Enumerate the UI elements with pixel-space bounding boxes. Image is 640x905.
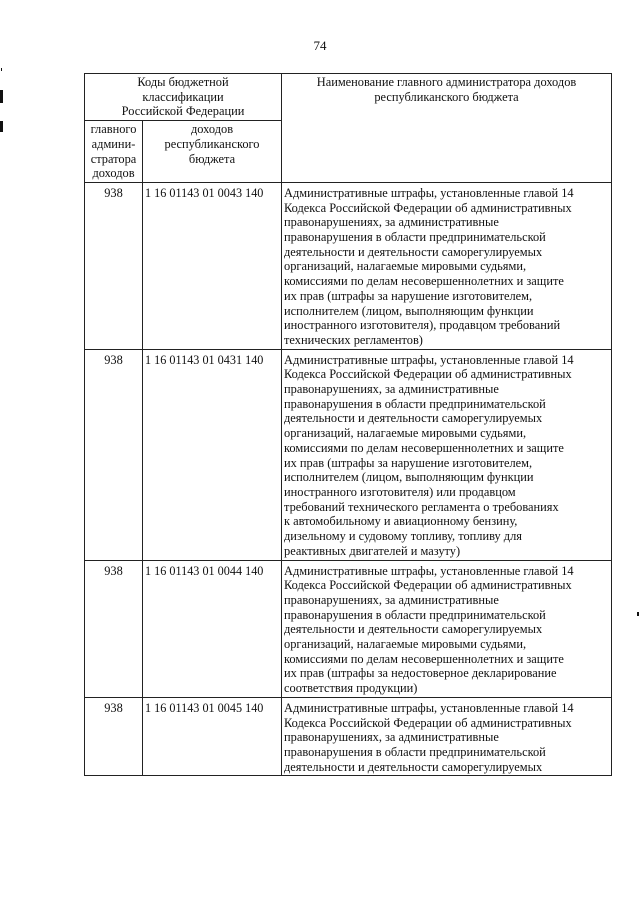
description-line: дизельному и судовому топливу, топливу для (284, 529, 522, 544)
cell-administrator-code: 938 (85, 697, 143, 776)
header-line: республиканского (164, 136, 260, 151)
table-row (85, 182, 612, 349)
cell-income-code: 1 16 01143 01 0044 140 (143, 560, 282, 697)
header-line: Коды бюджетной (137, 75, 229, 89)
description-line: иностранного изготовителя) или продавцом (284, 484, 516, 499)
cell-income-code: 1 16 01143 01 0045 140 (143, 697, 282, 776)
header-administrator-name (282, 74, 612, 183)
description-line: Административные штрафы, установленные главой 14 (284, 352, 574, 367)
description-line: правонарушения в области предпринимательской (284, 396, 546, 411)
scan-mark (1, 68, 2, 71)
description-line: Административные штрафы, установленные главой 14 (284, 700, 574, 715)
description-line: исполнителем (лицом, выполняющим функции (284, 470, 534, 485)
table-row (85, 697, 612, 776)
header-line: бюджета (188, 151, 236, 166)
header-line: республиканского бюджета (374, 89, 519, 104)
cell-administrator-code: 938 (85, 182, 143, 349)
page-edge (0, 895, 640, 905)
description-line: Административные штрафы, установленные главой 14 (284, 563, 574, 578)
description-line: Кодекса Российской Федерации об административных (284, 367, 572, 382)
cell-administrator-code: 938 (85, 349, 143, 560)
header-line: доходов (190, 122, 234, 137)
header-line: стратора (90, 151, 137, 166)
table-row (85, 349, 612, 560)
description-line: соответствия продукции) (284, 681, 418, 696)
cell-administrator-code: 938 (85, 560, 143, 697)
cell-description (282, 560, 612, 697)
description-line: правонарушения в области предпринимательской (284, 744, 546, 759)
description-line: организаций, налагаемые мировыми судьями, (284, 426, 527, 441)
description-line: деятельности и деятельности саморегулируемых (284, 622, 543, 637)
cell-description (282, 349, 612, 560)
description-line: Кодекса Российской Федерации об административных (284, 578, 572, 593)
description-line: их прав (штрафы за недостоверное декларирование (284, 666, 557, 681)
description-line: комиссиями по делам несовершеннолетних и защите (284, 440, 564, 455)
scan-mark (0, 121, 3, 132)
description-line: деятельности и деятельности саморегулируемых (284, 759, 543, 774)
cell-description (282, 182, 612, 349)
header-line: главного (90, 122, 137, 137)
page-number: 74 (313, 38, 327, 53)
description-line: реактивных двигателей и мазуту) (284, 543, 461, 558)
description-line: организаций, налагаемые мировыми судьями, (284, 259, 527, 274)
header-line: классификации (142, 89, 224, 104)
scan-mark (0, 90, 3, 103)
description-line: правонарушениях, за административные (284, 730, 499, 745)
description-line: технических регламентов) (284, 332, 423, 347)
header-line: Наименование главного администратора доходов (316, 75, 577, 89)
description-line: правонарушения в области предпринимательской (284, 230, 546, 245)
table-row (85, 560, 612, 697)
description-line: исполнителем (лицом, выполняющим функции (284, 303, 534, 318)
description-line: правонарушениях, за административные (284, 382, 499, 397)
description-line: их прав (штрафы за нарушение изготовителем, (284, 455, 533, 470)
description-line: их прав (штрафы за нарушение изготовителем, (284, 288, 533, 303)
header-main-administrator (85, 121, 143, 183)
description-line: Кодекса Российской Федерации об административных (284, 200, 572, 215)
cell-income-code: 1 16 01143 01 0431 140 (143, 349, 282, 560)
header-budget-codes (85, 74, 282, 121)
scan-mark (637, 612, 639, 616)
cell-income-code: 1 16 01143 01 0043 140 (143, 182, 282, 349)
description-line: деятельности и деятельности саморегулируемых (284, 411, 543, 426)
description-line: Административные штрафы, установленные главой 14 (284, 185, 574, 200)
description-line: иностранного изготовителя), продавцом требований (284, 318, 561, 333)
budget-classification-table (84, 73, 612, 776)
header-republican-income (143, 121, 282, 183)
description-line: правонарушениях, за административные (284, 592, 499, 607)
description-line: требований технического регламента о требованиях (284, 499, 559, 514)
description-line: Кодекса Российской Федерации об административных (284, 715, 572, 730)
description-line: деятельности и деятельности саморегулируемых (284, 244, 543, 259)
header-line: доходов (92, 166, 135, 181)
cell-description (282, 697, 612, 776)
description-line: организаций, налагаемые мировыми судьями, (284, 637, 527, 652)
description-line: к автомобильному и авиационному бензину, (284, 514, 518, 529)
description-line: комиссиями по делам несовершеннолетних и защите (284, 274, 564, 289)
description-line: комиссиями по делам несовершеннолетних и защите (284, 651, 564, 666)
header-line: админи- (91, 136, 136, 151)
header-line: Российской Федерации (121, 104, 245, 119)
description-line: правонарушениях, за административные (284, 215, 499, 230)
description-line: правонарушения в области предпринимательской (284, 607, 546, 622)
